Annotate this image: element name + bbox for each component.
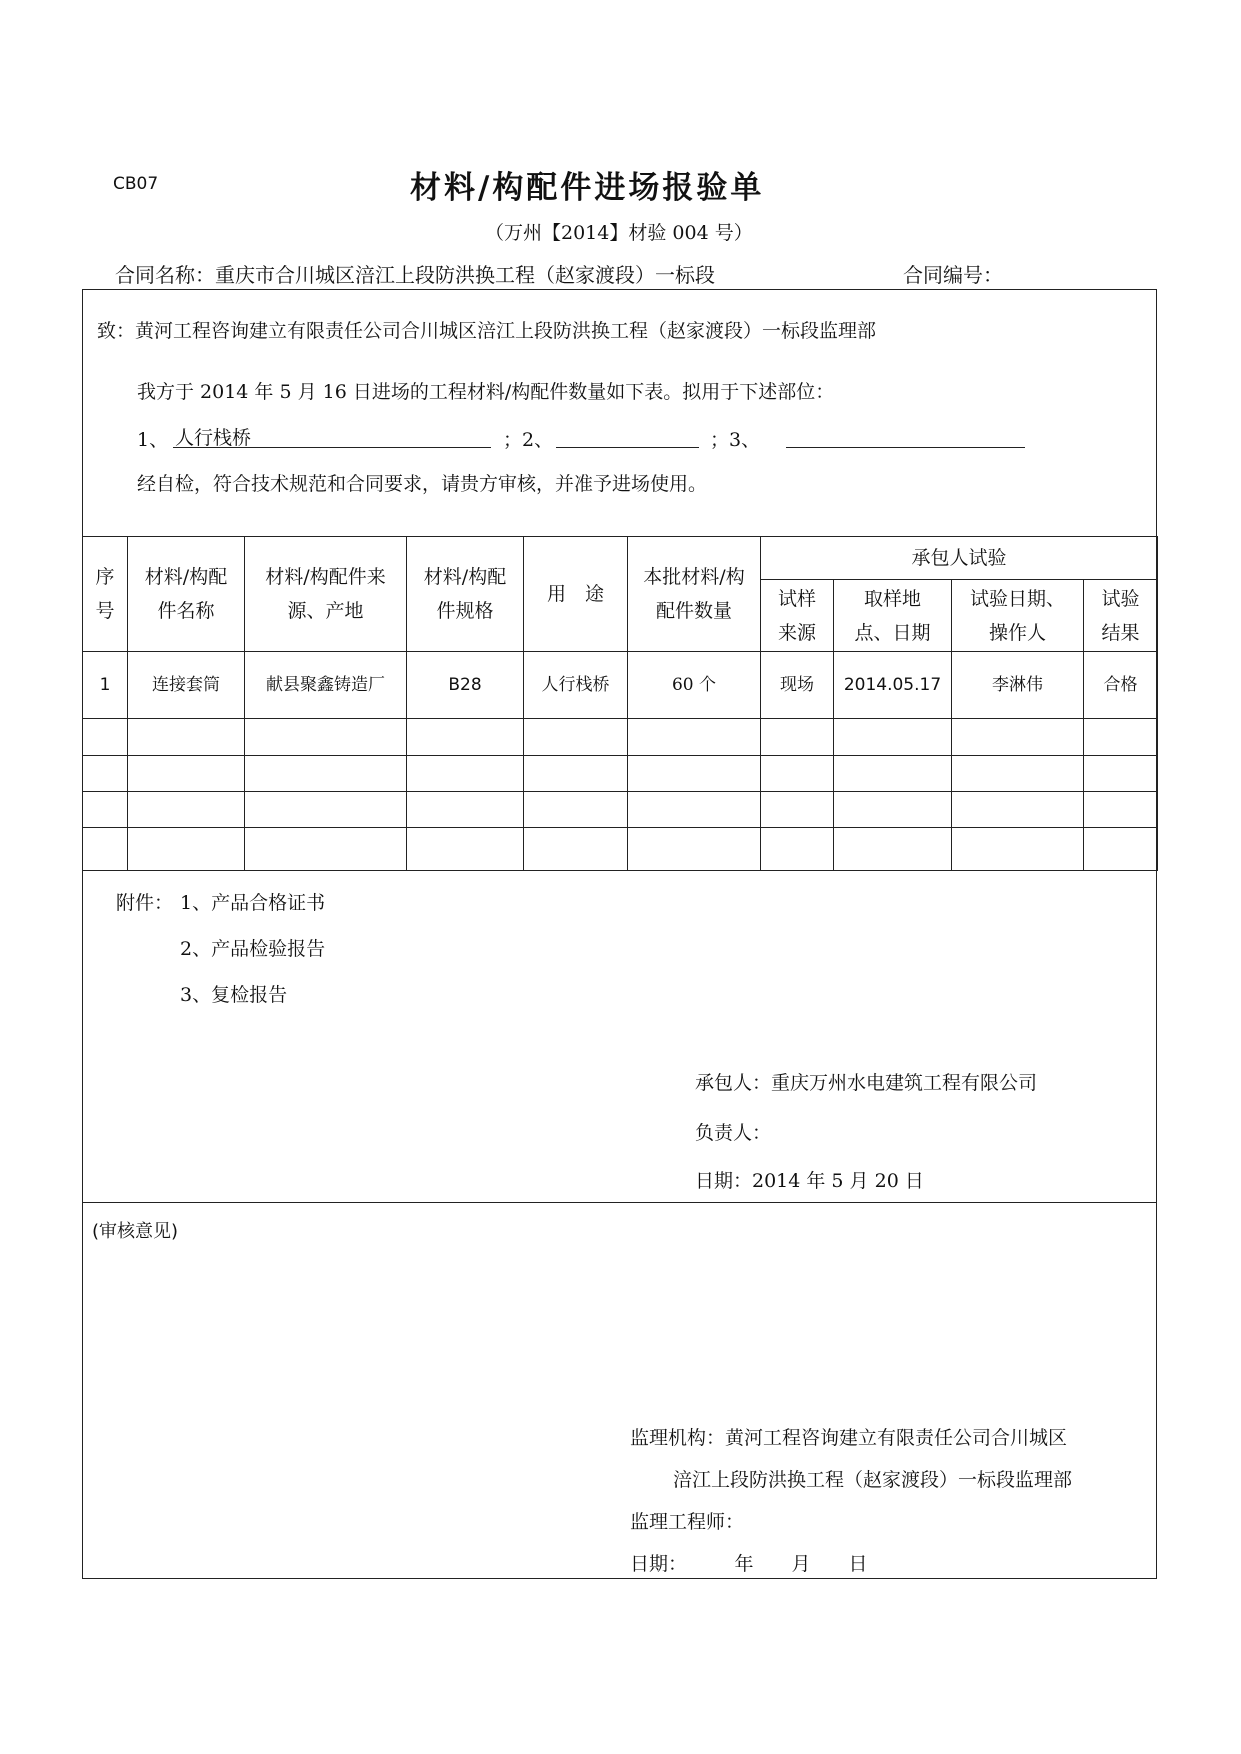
use-item2-underline <box>556 447 699 448</box>
materials-table <box>82 536 1158 871</box>
review-label: (审核意见) <box>92 1221 179 1242</box>
attachments-label: 附件： <box>116 892 174 914</box>
table-row <box>83 652 1158 719</box>
cell-test-date: 李淋伟 <box>952 652 1084 719</box>
attachment-item: 3、复检报告 <box>180 984 288 1006</box>
header-name: 材料/构配件名称 <box>128 537 245 652</box>
header-result: 试验结果 <box>1084 580 1158 652</box>
cell-origin: 献县聚鑫铸造厂 <box>245 652 407 719</box>
header-seq: 序号 <box>83 537 128 652</box>
use-item1-underline <box>173 447 491 448</box>
cell-seq: 1 <box>83 652 128 719</box>
header-qty: 本批材料/构配件数量 <box>628 537 761 652</box>
use-item1-value[interactable]: 人行栈桥 <box>175 427 252 449</box>
cell-sample-place: 2014.05.17 <box>834 652 952 719</box>
contract-name: 合同名称：重庆市合川城区涪江上段防洪换工程（赵家渡段）一标段 <box>115 263 715 287</box>
attachment-item: 2、产品检验报告 <box>180 938 326 960</box>
cell-spec: B28 <box>407 652 524 719</box>
supervisor-engineer: 监理工程师： <box>630 1511 745 1533</box>
document-number: （万州【2014】材验 004 号） <box>485 222 753 244</box>
contractor-name: 承包人：重庆万州水电建筑工程有限公司 <box>695 1072 1038 1094</box>
table-row-empty <box>83 719 1158 756</box>
form-title: 材料/构配件进场报验单 <box>410 170 765 206</box>
table-row-empty <box>83 792 1158 828</box>
header-sample-source: 试样来源 <box>761 580 834 652</box>
table-header-row-1 <box>83 537 1158 580</box>
use-item3-underline <box>786 447 1025 448</box>
cell-result: 合格 <box>1084 652 1158 719</box>
form-code: CB07 <box>113 174 159 194</box>
use-item1-label: 1、 <box>137 429 169 451</box>
table-row-empty <box>83 828 1158 871</box>
use-item3-label: ；3、 <box>710 429 761 451</box>
letter-recipient: 致：黄河工程咨询建立有限责任公司合川城区涪江上段防洪换工程（赵家渡段）一标段监理部 <box>97 320 877 342</box>
section-divider <box>82 1202 1157 1203</box>
cell-qty: 60 个 <box>628 652 761 719</box>
letter-intro: 我方于 2014 年 5 月 16 日进场的工程材料/构配件数量如下表。拟用于下述部位： <box>137 381 835 403</box>
header-contractor-test: 承包人试验 <box>761 537 1158 580</box>
header-origin: 材料/构配件来源、产地 <box>245 537 407 652</box>
contractor-responsible: 负责人： <box>695 1122 772 1144</box>
attachment-item: 1、产品合格证书 <box>180 892 326 914</box>
contractor-date: 日期：2014 年 5 月 20 日 <box>695 1170 924 1192</box>
table-row-empty <box>83 756 1158 792</box>
header-test-date: 试验日期、操作人 <box>952 580 1084 652</box>
header-spec: 材料/构配件规格 <box>407 537 524 652</box>
cell-sample-source: 现场 <box>761 652 834 719</box>
header-sample-place: 取样地点、日期 <box>834 580 952 652</box>
cell-use: 人行栈桥 <box>524 652 628 719</box>
letter-statement: 经自检，符合技术规范和合同要求，请贵方审核，并准予进场使用。 <box>137 473 708 495</box>
contract-number-label: 合同编号： <box>903 263 1003 287</box>
supervisor-org-line2: 涪江上段防洪换工程（赵家渡段）一标段监理部 <box>673 1469 1073 1491</box>
header-use: 用 途 <box>524 537 628 652</box>
supervisor-date: 日期： 年 月 日 <box>630 1553 868 1575</box>
supervisor-org-line1: 监理机构：黄河工程咨询建立有限责任公司合川城区 <box>630 1427 1068 1449</box>
use-item2-label: ；2、 <box>503 429 554 451</box>
cell-name: 连接套筒 <box>128 652 245 719</box>
